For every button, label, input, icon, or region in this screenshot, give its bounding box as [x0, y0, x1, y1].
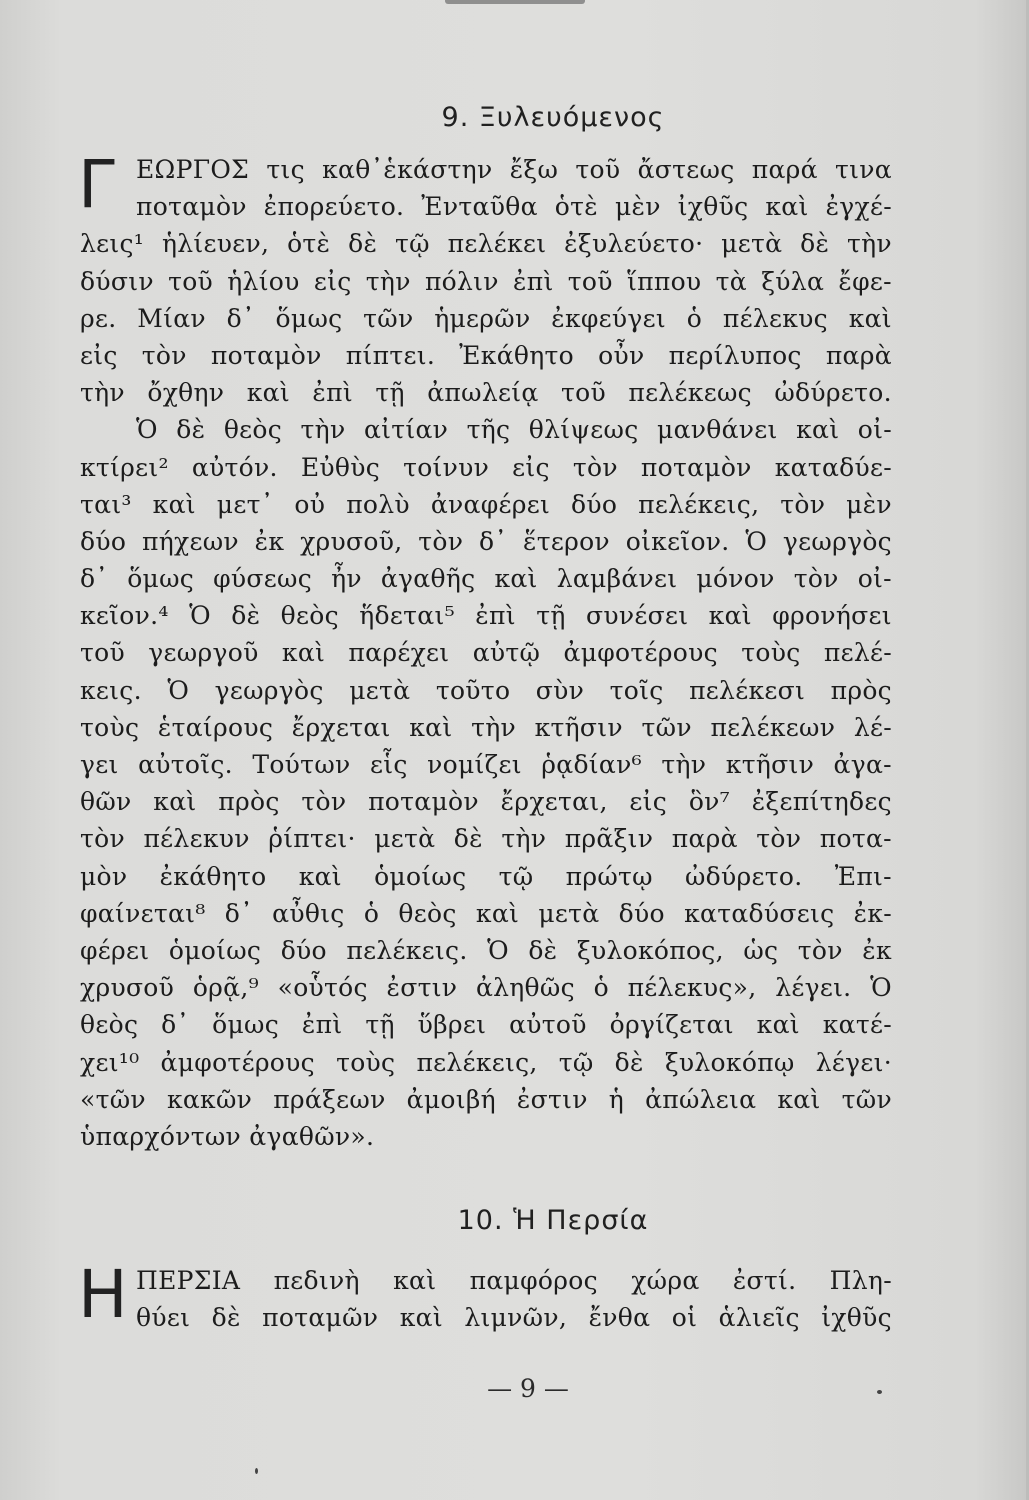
section-body-9: [78, 146, 892, 1155]
word: οἱ: [671, 1303, 698, 1333]
word: ἥδεται⁵: [359, 601, 455, 631]
text-line: [80, 1006, 892, 1043]
word: πίπτει.: [345, 340, 436, 370]
word: καὶ: [393, 1266, 437, 1295]
word: ἀναφέρει: [430, 489, 551, 519]
word: τοὺς: [80, 712, 140, 742]
text-line: [80, 1044, 892, 1081]
word: αὐτῷ: [472, 638, 541, 668]
text-line: [80, 634, 892, 671]
word: τὴν: [847, 229, 892, 259]
word: καὶ: [153, 787, 197, 817]
page-top-edge: [445, 0, 585, 4]
word: ἐξεπίτηδες: [751, 787, 892, 817]
dropcap-eta: Η: [78, 1256, 128, 1333]
word: καταδύε-: [774, 452, 892, 482]
word: μετὰ: [721, 229, 783, 259]
word: τινα: [835, 155, 892, 184]
word: μετ᾿: [216, 489, 274, 519]
word: τὴν: [365, 266, 411, 296]
word: ξύλα: [761, 266, 825, 296]
word: θλίψεως: [528, 415, 639, 445]
word: πελέκει: [447, 229, 547, 259]
word: ἰχθῦς: [677, 192, 749, 222]
word: πέλεκυς»,: [627, 973, 757, 1003]
word: ρε.: [80, 303, 117, 333]
word: τοὺς: [741, 638, 801, 668]
text-line: [80, 858, 892, 895]
text-line: [80, 1299, 892, 1336]
word: τὴν: [501, 824, 547, 854]
word: σὺν: [535, 675, 585, 705]
word: καὶ: [152, 489, 196, 519]
word: παρέχει: [348, 638, 450, 668]
word: χώρα: [631, 1266, 700, 1295]
word: τὸν: [793, 564, 839, 594]
word: ἐπορεύετο.: [263, 192, 405, 222]
word: ἐπὶ: [513, 266, 554, 296]
word: ἡμερῶν: [434, 303, 531, 333]
word: καὶ: [765, 192, 809, 222]
word: λέ-: [853, 712, 892, 742]
word: ΠΕΡΣΙΑ: [136, 1266, 241, 1295]
text-line: [80, 746, 892, 783]
word: κακῶν: [166, 1084, 253, 1114]
word: ἐστιν: [516, 1084, 588, 1114]
word: ὅμως: [275, 303, 343, 333]
word: ξυλοκόπος,: [576, 935, 724, 965]
word: εἰς: [80, 340, 118, 370]
text-line: [80, 225, 892, 262]
word: τοῦ: [560, 378, 606, 408]
word: λεις¹: [80, 229, 145, 259]
word: λιμνῶν,: [464, 1303, 568, 1333]
word: ἐπὶ: [475, 601, 516, 631]
word: Τούτων: [252, 750, 351, 779]
word: τῶν: [641, 712, 692, 742]
word: δὲ: [176, 415, 206, 445]
word: ὅμως: [127, 564, 195, 594]
word: θεὸς: [398, 898, 457, 928]
word: τὸν: [572, 452, 618, 482]
word: πελέ-: [823, 638, 892, 668]
word: περίλυπος: [668, 340, 802, 370]
text-line: [80, 486, 892, 523]
word: δ᾿: [161, 1010, 190, 1040]
word: ὡς: [743, 935, 779, 965]
word: ἀγαθῆς: [380, 564, 476, 594]
word: θῶν: [80, 787, 132, 817]
word: τῇ: [365, 1010, 395, 1040]
word: μετὰ: [349, 675, 411, 705]
word: τὸν: [756, 824, 802, 854]
text-line: [80, 188, 892, 225]
word: κατέ-: [822, 1010, 892, 1040]
text-line: [80, 820, 892, 857]
word: ται³: [80, 489, 132, 519]
word: δὲ: [348, 229, 378, 259]
word: θύει: [136, 1303, 191, 1333]
word: ἄστεως: [637, 155, 735, 184]
word: ποταμῶν: [262, 1303, 379, 1333]
word: χρυσοῦ: [80, 973, 175, 1003]
word: καὶ: [409, 712, 453, 742]
text-line: [80, 523, 892, 560]
word: αὐτόν.: [191, 452, 278, 482]
word: λαμβάνει: [556, 564, 678, 594]
word: δ᾿: [479, 526, 508, 556]
word: καὶ: [494, 564, 538, 594]
section-title-10: 10. Ἡ Περσία: [457, 1205, 649, 1236]
word: «τῶν: [80, 1084, 146, 1114]
word: κτίρει²: [80, 452, 169, 482]
word: ὁτὲ: [554, 192, 598, 222]
word: πελέκεων: [710, 712, 836, 742]
word: τοῦ: [567, 266, 613, 296]
word: ῥίπτει·: [268, 824, 356, 854]
text-line: [80, 932, 892, 969]
word: οἰ-: [857, 415, 892, 445]
word: Ὁ: [745, 526, 768, 556]
word: Ὁ: [487, 935, 509, 965]
word: τῶν: [841, 1084, 892, 1114]
text-line: ὑπαρχόντων ἀγαθῶν».: [80, 1121, 375, 1151]
word: γει: [80, 750, 119, 779]
word: Εὐθὺς: [300, 452, 381, 482]
word: μετὰ: [538, 898, 600, 928]
word: ὁτὲ: [287, 229, 331, 259]
word: μὲν: [614, 192, 661, 222]
word: ποταμὸν: [640, 452, 752, 482]
word: ἐστιν: [386, 973, 458, 1003]
word: ἀμφοτέρους: [563, 638, 718, 668]
word: ἀπωλείᾳ: [427, 378, 539, 408]
word: καὶ: [848, 303, 892, 333]
word: ἐγχέ-: [825, 192, 892, 222]
text-line: [80, 1081, 892, 1118]
word: καὶ: [246, 378, 290, 408]
word: ἦν: [331, 564, 362, 594]
word: ὕβρει: [417, 1010, 487, 1040]
word: δὲ: [231, 601, 261, 631]
word: τῷ: [498, 861, 534, 891]
word: φέρει: [80, 935, 150, 965]
word: ποταμὸν: [136, 192, 247, 222]
word: ποταμὸν: [210, 340, 322, 370]
word: ἁλιεῖς: [718, 1303, 800, 1333]
word: τὸν: [80, 824, 125, 854]
word: Ἐκάθητο: [459, 340, 575, 370]
word: ποταμὸν: [368, 787, 479, 817]
text-line: [80, 411, 892, 448]
word: μόνον: [696, 564, 775, 594]
word: Ὁ: [870, 973, 892, 1003]
text-line: [80, 337, 892, 374]
word: ἀμοιβή: [406, 1084, 496, 1114]
word: ἔρχεται: [291, 712, 391, 742]
word: χρυσοῦ,: [300, 526, 403, 556]
word: τὰ: [715, 266, 747, 296]
word: δὲ: [614, 1047, 644, 1077]
word: πήχεων: [141, 526, 239, 556]
word: ἵππου: [627, 266, 702, 296]
text-line: [80, 969, 892, 1006]
word: δύο: [618, 898, 665, 928]
word: ὁ: [593, 973, 609, 1003]
word: ἔφε-: [838, 266, 892, 296]
word: καὶ: [756, 1010, 800, 1040]
word: τῇ: [536, 601, 566, 631]
word: Μίαν: [137, 303, 206, 333]
word: τῇ: [375, 378, 405, 408]
word: τοῦ: [80, 638, 125, 668]
word: ὀργίζεται: [609, 1010, 734, 1040]
word: πελέκεσι: [689, 675, 806, 705]
word: καὶ: [298, 861, 342, 891]
word: ἐπὶ: [301, 1010, 343, 1040]
word: ἀμφοτέρους: [160, 1047, 315, 1077]
word: πελέκεις,: [638, 489, 760, 519]
word: πρὸς: [218, 787, 280, 817]
word: Ὁ: [167, 675, 190, 705]
word: τὴν: [471, 712, 516, 742]
text-line: [80, 560, 892, 597]
word: πρώτῳ: [565, 861, 653, 891]
word: κτῆσιν: [534, 712, 623, 742]
word: φρονήσει: [772, 601, 892, 631]
text-line: [80, 374, 892, 411]
word: ὁ: [686, 303, 703, 333]
word: αἰτίαν: [363, 415, 449, 445]
word: οὖν: [598, 340, 645, 370]
word: πέλεκυν: [143, 824, 250, 854]
word: ὁ: [363, 898, 380, 928]
word: εἰς: [313, 266, 352, 296]
text-line: [80, 151, 892, 188]
word: αὐτοῦ: [509, 1010, 587, 1040]
word: τὸν: [780, 489, 826, 519]
word: ξυλοκόπῳ: [664, 1047, 795, 1077]
word: ὠδύρετο.: [774, 378, 892, 408]
word: δ᾿: [224, 898, 253, 928]
word: τοῦ: [575, 155, 621, 184]
word: πρὸς: [830, 675, 892, 705]
section-title-9: 9. Ξυλευόμενος: [441, 102, 665, 133]
word: οἰ-: [857, 564, 892, 594]
section-body-10: [78, 1256, 892, 1336]
word: ὃν⁷: [688, 787, 730, 817]
word: μανθάνει: [657, 415, 778, 445]
word: εἷς: [369, 750, 408, 779]
word: κεις.: [80, 675, 142, 705]
word: ἰχθῦς: [821, 1303, 892, 1333]
word: δ᾿: [226, 303, 255, 333]
word: ὁμοίως: [374, 861, 467, 891]
word: τὸν: [141, 340, 187, 370]
word: παρὰ: [825, 340, 892, 370]
word: εἰς: [512, 452, 550, 482]
word: τῷ: [395, 229, 430, 259]
word: φαίνεται⁸: [80, 898, 206, 928]
text-line: [80, 895, 892, 932]
word: ἡλίου: [227, 266, 300, 296]
word: τὸν: [418, 526, 464, 556]
word: πεδινὴ: [273, 1266, 360, 1295]
print-speck: [255, 1468, 258, 1474]
word: πέλεκυς: [722, 303, 828, 333]
word: τοῦ: [168, 266, 214, 296]
page-number: — 9 —: [487, 1374, 569, 1403]
word: Ὁ: [189, 601, 211, 631]
word: εἰς: [629, 787, 668, 817]
word: ἐκάθητο: [159, 861, 267, 891]
word: ποτα-: [819, 824, 892, 854]
word: μετὰ: [374, 824, 436, 854]
word: κεῖον.⁴: [80, 601, 169, 631]
word: ἐπὶ: [312, 378, 353, 408]
word: τοὺς: [336, 1047, 396, 1077]
word: ἐκ: [254, 526, 285, 556]
text-line: [80, 783, 892, 820]
word: ὁρᾷ,⁹: [192, 973, 259, 1003]
word: καὶ: [796, 415, 840, 445]
word: ὅμως: [212, 1010, 280, 1040]
word: θεὸς: [80, 1010, 139, 1040]
word: πελέκεις,: [416, 1047, 538, 1077]
word: τῷ: [558, 1047, 594, 1077]
word: τὸν: [797, 935, 843, 965]
word: τὴν: [80, 378, 125, 408]
word: κτῆσιν: [725, 750, 815, 779]
word: ἐκ: [862, 935, 892, 965]
word: «οὗτός: [277, 973, 368, 1003]
word: καταδύσεις: [684, 898, 835, 928]
text-line: [80, 449, 892, 486]
word: θεὸς: [223, 415, 283, 445]
word: τὴν: [300, 415, 346, 445]
word: οἰκεῖον.: [625, 526, 730, 556]
word: παρὰ: [671, 824, 738, 854]
word: ἕτερον: [522, 526, 610, 556]
word: παρά: [751, 155, 818, 184]
word: καὶ: [281, 638, 326, 668]
word: οὐ: [294, 489, 326, 519]
word: Ἐνταῦθα: [421, 192, 538, 222]
word: ΕΩΡΓΟΣ: [136, 155, 250, 184]
word: πόλιν: [424, 266, 499, 296]
word: συνέσει: [585, 601, 689, 631]
word: δύο: [280, 935, 327, 965]
word: ἀληθῶς: [475, 973, 575, 1003]
word: δὲ: [528, 935, 558, 965]
word: ἐστί.: [732, 1266, 797, 1295]
word: ἑταίρους: [157, 712, 274, 742]
word: μὲν: [846, 489, 892, 519]
word: πελέκεις.: [346, 935, 468, 965]
word: δὲ: [800, 229, 830, 259]
text-line: [80, 300, 892, 337]
word: γεωργοῦ: [148, 638, 259, 668]
word: Ἐπι-: [834, 861, 892, 891]
word: λέγει.: [775, 973, 852, 1003]
text-line: [80, 597, 892, 634]
word: πολὺ: [346, 489, 410, 519]
word: τοῖς: [609, 675, 664, 705]
word: δὲ: [211, 1303, 241, 1333]
word: καὶ: [399, 1303, 443, 1333]
word: νομίζει: [427, 750, 522, 779]
word: καὶ: [708, 601, 752, 631]
word: ἐξυλεύετο·: [564, 229, 704, 259]
word: πράξεων: [273, 1084, 386, 1114]
word: ἔρχεται,: [500, 787, 608, 817]
word: τῆς: [466, 415, 511, 445]
word: ἡλίευεν,: [161, 229, 270, 259]
word: γεωργὸς: [782, 526, 892, 556]
word: θεὸς: [280, 601, 339, 631]
word: χει¹⁰: [80, 1047, 140, 1077]
word: Ὁ: [136, 415, 158, 445]
word: ὁμοίως: [168, 935, 262, 965]
word: καὶ: [777, 1084, 821, 1114]
word: τὸν: [301, 787, 347, 817]
print-speck: [877, 1390, 882, 1394]
word: αὐτοῖς.: [138, 750, 233, 779]
word: ῥᾳδίαν⁶: [541, 750, 642, 779]
word: τοῦτο: [435, 675, 511, 705]
text-line: [80, 263, 892, 300]
word: μὸν: [80, 861, 128, 891]
word: ὠδύρετο.: [685, 861, 803, 891]
word: ἀπώλεια: [645, 1084, 757, 1114]
word: παμφόρος: [469, 1266, 598, 1295]
word: τις: [266, 155, 305, 184]
word: τῶν: [363, 303, 414, 333]
word: δὲ: [453, 824, 483, 854]
text-line: [80, 1262, 892, 1299]
word: ὄχθην: [147, 378, 225, 408]
word: τοίνυν: [403, 452, 490, 482]
word: καὶ: [475, 898, 520, 928]
word: δ᾿: [80, 564, 109, 594]
word: ἀγα-: [833, 750, 892, 779]
text-line: [80, 709, 892, 746]
word: ἐκ-: [853, 898, 892, 928]
word: δύσιν: [80, 266, 154, 296]
dropcap-gamma: Γ: [78, 146, 115, 223]
word: Πλη-: [829, 1266, 892, 1295]
word: ἔξω: [509, 155, 559, 184]
word: ἡ: [608, 1084, 625, 1114]
text-line: [80, 672, 892, 709]
word: πρᾶξιν: [564, 824, 654, 854]
word: αὖθις: [272, 898, 345, 928]
word: τὴν: [661, 750, 707, 779]
word: δύο: [80, 526, 127, 556]
word: λέγει·: [815, 1047, 892, 1077]
word: γεωργὸς: [214, 675, 324, 705]
word: φύσεως: [213, 564, 313, 594]
word: ἔνθα: [588, 1303, 651, 1333]
word: καθ᾿ἑκάστην: [322, 155, 493, 184]
word: πελέκεως: [628, 378, 752, 408]
word: ἐκφεύγει: [551, 303, 667, 333]
word: δύο: [571, 489, 618, 519]
